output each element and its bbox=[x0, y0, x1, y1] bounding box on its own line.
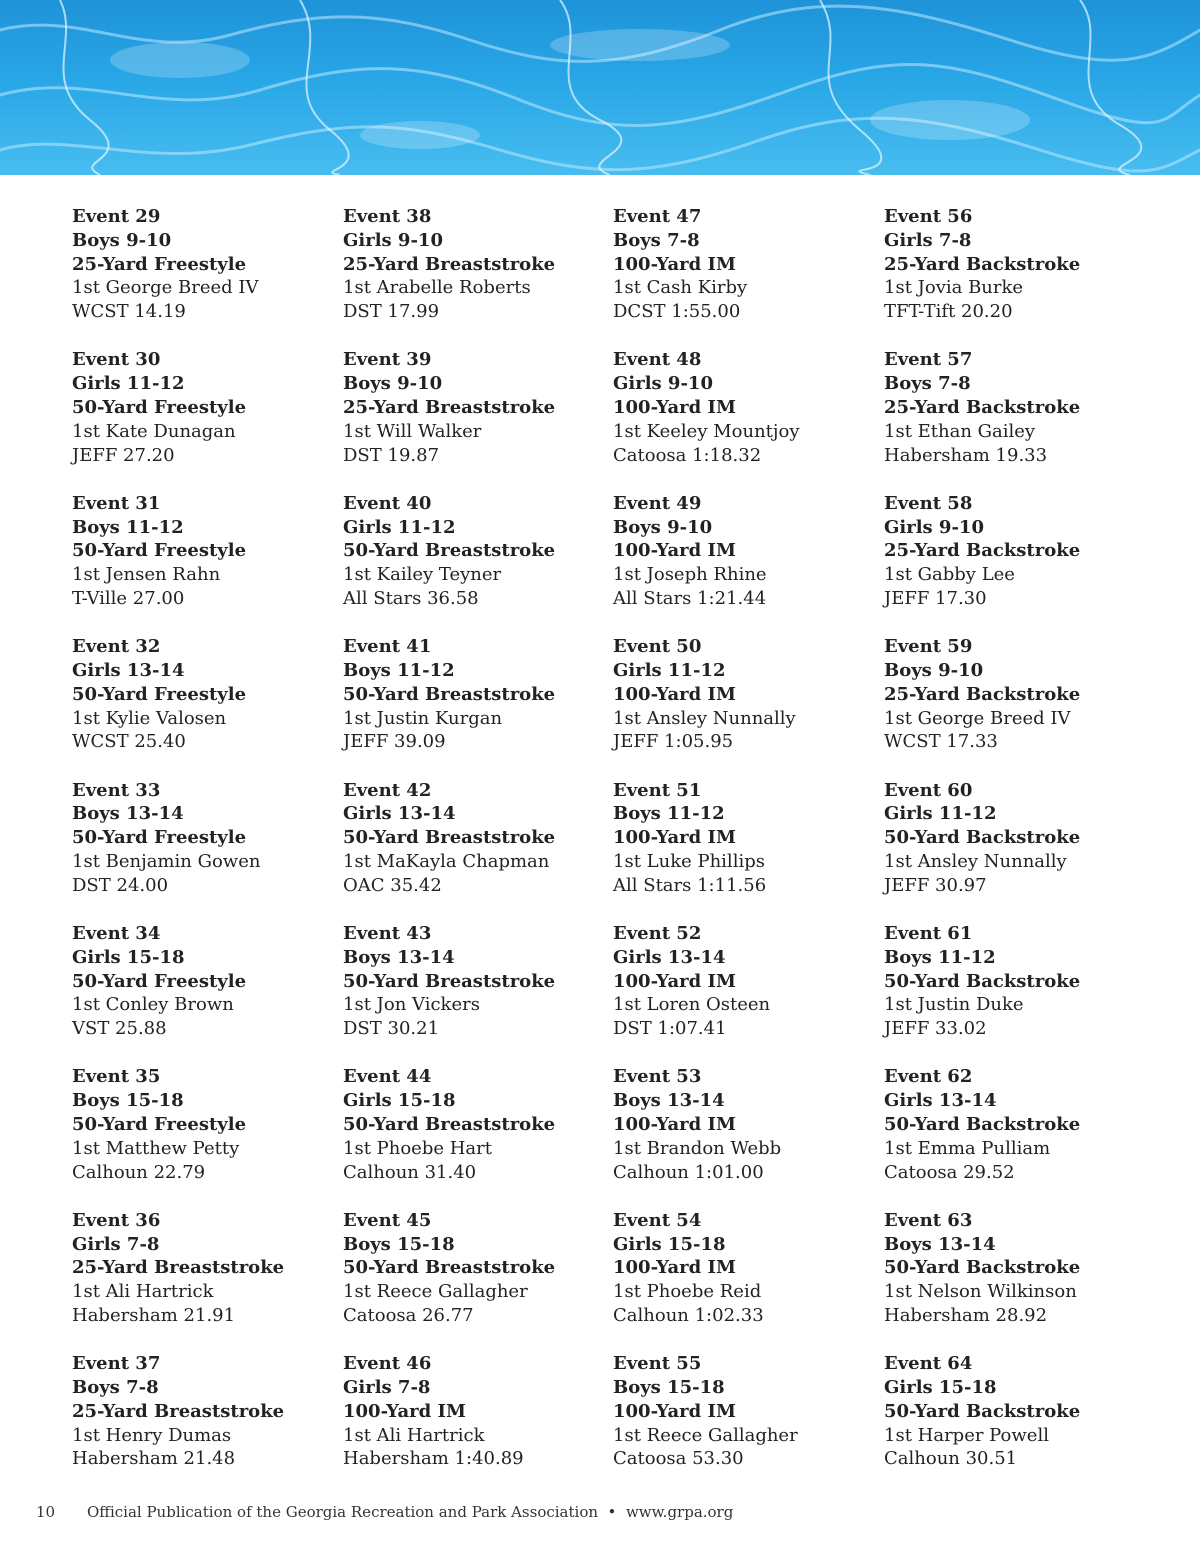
age-group: Boys 9-10 bbox=[72, 229, 172, 251]
event-number: Event 39 bbox=[343, 349, 432, 371]
age-group: Girls 13-14 bbox=[884, 1090, 997, 1112]
winner-name: 1st Ali Hartrick bbox=[343, 1424, 485, 1446]
race-name: 25-Yard Freestyle bbox=[72, 253, 247, 275]
team-time: JEFF 30.97 bbox=[884, 874, 987, 896]
event-number: Event 42 bbox=[343, 779, 432, 801]
race-name: 25-Yard Breaststroke bbox=[343, 253, 556, 275]
team-time: DST 19.87 bbox=[343, 444, 440, 466]
team-time: DST 24.00 bbox=[72, 874, 169, 896]
event-number: Event 47 bbox=[613, 206, 702, 227]
race-name: 50-Yard Freestyle bbox=[72, 683, 247, 705]
event-number: Event 51 bbox=[613, 779, 702, 801]
race-name: 50-Yard Backstroke bbox=[884, 1257, 1081, 1279]
event-result-block bbox=[72, 205, 343, 348]
team-time: All Stars 36.58 bbox=[343, 587, 479, 609]
team-time: Habersham 19.33 bbox=[884, 444, 1048, 466]
winner-name: 1st MaKayla Chapman bbox=[343, 850, 550, 872]
event-result-block bbox=[613, 492, 884, 635]
age-group: Boys 7-8 bbox=[613, 229, 700, 251]
winner-name: 1st Reece Gallagher bbox=[343, 1281, 528, 1303]
winner-name: 1st Cash Kirby bbox=[613, 277, 748, 299]
event-result-block bbox=[72, 492, 343, 635]
winner-name: 1st Gabby Lee bbox=[884, 564, 1015, 586]
event-result-block bbox=[72, 779, 343, 922]
team-time: All Stars 1:11.56 bbox=[613, 874, 767, 896]
team-time: Habersham 21.48 bbox=[72, 1448, 236, 1470]
winner-name: 1st Ansley Nunnally bbox=[884, 850, 1067, 872]
race-name: 25-Yard Backstroke bbox=[884, 683, 1081, 705]
event-number: Event 29 bbox=[72, 206, 161, 227]
age-group: Boys 11-12 bbox=[72, 516, 184, 538]
winner-name: 1st Jensen Rahn bbox=[72, 564, 221, 586]
race-name: 50-Yard Breaststroke bbox=[343, 970, 556, 992]
winner-name: 1st George Breed IV bbox=[72, 277, 259, 299]
race-name: 100-Yard IM bbox=[613, 1400, 736, 1422]
winner-name: 1st Conley Brown bbox=[72, 994, 234, 1016]
event-number: Event 37 bbox=[72, 1353, 161, 1375]
team-time: Catoosa 53.30 bbox=[613, 1448, 744, 1470]
winner-name: 1st Kylie Valosen bbox=[72, 707, 227, 729]
race-name: 25-Yard Backstroke bbox=[884, 540, 1081, 562]
age-group: Boys 9-10 bbox=[884, 659, 984, 681]
event-number: Event 53 bbox=[613, 1066, 702, 1088]
age-group: Boys 13-14 bbox=[72, 803, 184, 825]
team-time: Catoosa 29.52 bbox=[884, 1161, 1015, 1183]
race-name: 100-Yard IM bbox=[613, 1257, 736, 1279]
event-number: Event 61 bbox=[884, 922, 973, 944]
team-time: T-Ville 27.00 bbox=[72, 587, 185, 609]
winner-name: 1st Harper Powell bbox=[884, 1424, 1049, 1446]
race-name: 25-Yard Backstroke bbox=[884, 253, 1081, 275]
event-number: Event 31 bbox=[72, 492, 161, 514]
event-number: Event 46 bbox=[343, 1353, 432, 1375]
team-time: TFT-Tift 20.20 bbox=[884, 301, 1013, 323]
race-name: 50-Yard Freestyle bbox=[72, 1113, 247, 1135]
age-group: Girls 13-14 bbox=[613, 946, 726, 968]
race-name: 50-Yard Breaststroke bbox=[343, 827, 556, 849]
pool-water-icon bbox=[0, 0, 1200, 175]
team-time: DST 1:07.41 bbox=[613, 1018, 727, 1040]
age-group: Girls 15-18 bbox=[884, 1376, 997, 1398]
age-group: Boys 11-12 bbox=[613, 803, 725, 825]
team-time: Calhoun 30.51 bbox=[884, 1448, 1018, 1470]
event-number: Event 32 bbox=[72, 636, 161, 658]
winner-name: 1st Justin Duke bbox=[884, 994, 1024, 1016]
event-result-block bbox=[884, 205, 1144, 348]
team-time: Habersham 21.91 bbox=[72, 1304, 236, 1326]
race-name: 50-Yard Breaststroke bbox=[343, 1113, 556, 1135]
event-result-block bbox=[613, 1065, 884, 1208]
event-number: Event 62 bbox=[884, 1066, 973, 1088]
winner-name: 1st Phoebe Reid bbox=[613, 1281, 762, 1303]
pool-water-banner bbox=[0, 0, 1200, 175]
event-number: Event 43 bbox=[343, 922, 432, 944]
winner-name: 1st Emma Pulliam bbox=[884, 1137, 1051, 1159]
team-time: JEFF 33.02 bbox=[884, 1018, 987, 1040]
race-name: 25-Yard Breaststroke bbox=[72, 1257, 285, 1279]
age-group: Girls 15-18 bbox=[343, 1090, 456, 1112]
team-time: VST 25.88 bbox=[72, 1018, 167, 1040]
event-number: Event 60 bbox=[884, 779, 973, 801]
team-time: WCST 25.40 bbox=[72, 731, 186, 753]
race-name: 100-Yard IM bbox=[613, 253, 736, 275]
age-group: Girls 15-18 bbox=[613, 1233, 726, 1255]
race-name: 100-Yard IM bbox=[613, 396, 736, 418]
event-number: Event 44 bbox=[343, 1066, 432, 1088]
winner-name: 1st Ali Hartrick bbox=[72, 1281, 214, 1303]
event-result-block bbox=[613, 348, 884, 491]
winner-name: 1st Reece Gallagher bbox=[613, 1424, 798, 1446]
team-time: JEFF 39.09 bbox=[343, 731, 446, 753]
winner-name: 1st Ethan Gailey bbox=[884, 420, 1036, 442]
event-number: Event 50 bbox=[613, 636, 702, 658]
team-time: Calhoun 1:01.00 bbox=[613, 1161, 764, 1183]
age-group: Boys 7-8 bbox=[884, 373, 971, 395]
winner-name: 1st Arabelle Roberts bbox=[343, 277, 531, 299]
event-result-block bbox=[884, 1209, 1144, 1352]
winner-name: 1st Will Walker bbox=[343, 420, 482, 442]
race-name: 50-Yard Freestyle bbox=[72, 396, 247, 418]
age-group: Girls 11-12 bbox=[72, 373, 185, 395]
age-group: Girls 9-10 bbox=[613, 373, 713, 395]
race-name: 50-Yard Backstroke bbox=[884, 970, 1081, 992]
team-time: DCST 1:55.00 bbox=[613, 301, 741, 323]
age-group: Girls 11-12 bbox=[613, 659, 726, 681]
age-group: Boys 13-14 bbox=[613, 1090, 725, 1112]
event-result-block bbox=[884, 922, 1144, 1065]
event-result-block bbox=[343, 779, 613, 922]
event-result-block bbox=[72, 1352, 343, 1495]
event-number: Event 55 bbox=[613, 1353, 702, 1375]
event-result-block bbox=[613, 635, 884, 778]
winner-name: 1st Luke Phillips bbox=[613, 850, 765, 872]
event-number: Event 57 bbox=[884, 349, 973, 371]
age-group: Girls 15-18 bbox=[72, 946, 185, 968]
age-group: Boys 13-14 bbox=[343, 946, 455, 968]
event-result-block bbox=[343, 1352, 613, 1495]
team-time: JEFF 1:05.95 bbox=[613, 731, 734, 753]
team-time: All Stars 1:21.44 bbox=[613, 587, 767, 609]
race-name: 100-Yard IM bbox=[613, 540, 736, 562]
winner-name: 1st Jovia Burke bbox=[884, 277, 1024, 299]
event-number: Event 33 bbox=[72, 779, 161, 801]
event-result-block bbox=[72, 922, 343, 1065]
event-results-grid bbox=[72, 205, 1172, 1496]
event-number: Event 63 bbox=[884, 1209, 973, 1231]
age-group: Girls 11-12 bbox=[343, 516, 456, 538]
team-time: WCST 14.19 bbox=[72, 301, 186, 323]
race-name: 25-Yard Breaststroke bbox=[72, 1400, 285, 1422]
race-name: 50-Yard Backstroke bbox=[884, 827, 1081, 849]
winner-name: 1st Justin Kurgan bbox=[343, 707, 503, 729]
race-name: 100-Yard IM bbox=[343, 1400, 466, 1422]
team-time: OAC 35.42 bbox=[343, 874, 442, 896]
race-name: 50-Yard Freestyle bbox=[72, 827, 247, 849]
age-group: Boys 15-18 bbox=[613, 1376, 725, 1398]
event-result-block bbox=[343, 922, 613, 1065]
race-name: 100-Yard IM bbox=[613, 683, 736, 705]
age-group: Girls 9-10 bbox=[884, 516, 984, 538]
event-number: Event 58 bbox=[884, 492, 973, 514]
race-name: 50-Yard Breaststroke bbox=[343, 1257, 556, 1279]
winner-name: 1st Kailey Teyner bbox=[343, 564, 502, 586]
event-result-block bbox=[884, 1352, 1144, 1495]
event-number: Event 35 bbox=[72, 1066, 161, 1088]
age-group: Girls 9-10 bbox=[343, 229, 443, 251]
winner-name: 1st Nelson Wilkinson bbox=[884, 1281, 1077, 1303]
event-number: Event 41 bbox=[343, 636, 432, 658]
winner-name: 1st Henry Dumas bbox=[72, 1424, 232, 1446]
age-group: Boys 11-12 bbox=[343, 659, 455, 681]
race-name: 100-Yard IM bbox=[613, 970, 736, 992]
race-name: 50-Yard Backstroke bbox=[884, 1400, 1081, 1422]
event-result-block bbox=[613, 205, 884, 348]
age-group: Girls 13-14 bbox=[343, 803, 456, 825]
age-group: Boys 7-8 bbox=[72, 1376, 159, 1398]
event-result-block bbox=[884, 1065, 1144, 1208]
winner-name: 1st George Breed IV bbox=[884, 707, 1071, 729]
race-name: 100-Yard IM bbox=[613, 827, 736, 849]
age-group: Girls 11-12 bbox=[884, 803, 997, 825]
event-number: Event 54 bbox=[613, 1209, 702, 1231]
age-group: Boys 15-18 bbox=[343, 1233, 455, 1255]
winner-name: 1st Ansley Nunnally bbox=[613, 707, 796, 729]
winner-name: 1st Keeley Mountjoy bbox=[613, 420, 800, 442]
event-result-block bbox=[884, 348, 1144, 491]
winner-name: 1st Loren Osteen bbox=[613, 994, 771, 1016]
event-result-block bbox=[884, 492, 1144, 635]
event-number: Event 59 bbox=[884, 636, 973, 658]
event-result-block bbox=[613, 779, 884, 922]
race-name: 50-Yard Freestyle bbox=[72, 970, 247, 992]
event-number: Event 40 bbox=[343, 492, 432, 514]
team-time: Catoosa 1:18.32 bbox=[613, 444, 762, 466]
race-name: 100-Yard IM bbox=[613, 1113, 736, 1135]
event-result-block bbox=[343, 635, 613, 778]
team-time: DST 17.99 bbox=[343, 301, 440, 323]
event-result-block bbox=[72, 635, 343, 778]
winner-name: 1st Benjamin Gowen bbox=[72, 850, 261, 872]
event-number: Event 34 bbox=[72, 922, 161, 944]
winner-name: 1st Brandon Webb bbox=[613, 1137, 782, 1159]
page-number: 10 bbox=[36, 1503, 56, 1521]
age-group: Girls 7-8 bbox=[72, 1233, 160, 1255]
event-number: Event 49 bbox=[613, 492, 702, 514]
team-time: Calhoun 31.40 bbox=[343, 1161, 477, 1183]
team-time: WCST 17.33 bbox=[884, 731, 998, 753]
team-time: JEFF 27.20 bbox=[72, 444, 175, 466]
team-time: DST 30.21 bbox=[343, 1018, 440, 1040]
event-number: Event 30 bbox=[72, 349, 161, 371]
event-result-block bbox=[72, 1065, 343, 1208]
event-result-block bbox=[884, 635, 1144, 778]
age-group: Boys 11-12 bbox=[884, 946, 996, 968]
event-number: Event 64 bbox=[884, 1353, 973, 1375]
age-group: Girls 13-14 bbox=[72, 659, 185, 681]
event-number: Event 52 bbox=[613, 922, 702, 944]
age-group: Boys 13-14 bbox=[884, 1233, 996, 1255]
footer-text: Official Publication of the Georgia Recreation and Park Association • www.grpa.org bbox=[87, 1503, 734, 1521]
age-group: Girls 7-8 bbox=[884, 229, 972, 251]
event-number: Event 48 bbox=[613, 349, 702, 371]
event-result-block bbox=[343, 348, 613, 491]
winner-name: 1st Jon Vickers bbox=[343, 994, 480, 1016]
race-name: 50-Yard Breaststroke bbox=[343, 683, 556, 705]
winner-name: 1st Kate Dunagan bbox=[72, 420, 236, 442]
event-result-block bbox=[343, 1065, 613, 1208]
age-group: Boys 15-18 bbox=[72, 1090, 184, 1112]
race-name: 50-Yard Backstroke bbox=[884, 1113, 1081, 1135]
event-result-block bbox=[72, 1209, 343, 1352]
event-result-block bbox=[343, 205, 613, 348]
age-group: Girls 7-8 bbox=[343, 1376, 431, 1398]
event-number: Event 56 bbox=[884, 206, 973, 227]
winner-name: 1st Joseph Rhine bbox=[613, 564, 767, 586]
event-number: Event 36 bbox=[72, 1209, 161, 1231]
winner-name: 1st Phoebe Hart bbox=[343, 1137, 493, 1159]
team-time: Habersham 28.92 bbox=[884, 1304, 1048, 1326]
event-number: Event 38 bbox=[343, 206, 432, 227]
event-result-block bbox=[343, 1209, 613, 1352]
age-group: Boys 9-10 bbox=[343, 373, 443, 395]
age-group: Boys 9-10 bbox=[613, 516, 713, 538]
race-name: 50-Yard Breaststroke bbox=[343, 540, 556, 562]
event-result-block bbox=[72, 348, 343, 491]
team-time: Calhoun 1:02.33 bbox=[613, 1304, 764, 1326]
event-result-block bbox=[884, 779, 1144, 922]
event-result-block bbox=[613, 922, 884, 1065]
team-time: Habersham 1:40.89 bbox=[343, 1448, 524, 1470]
winner-name: 1st Matthew Petty bbox=[72, 1137, 240, 1159]
event-result-block bbox=[613, 1352, 884, 1495]
team-time: Catoosa 26.77 bbox=[343, 1304, 474, 1326]
race-name: 25-Yard Backstroke bbox=[884, 396, 1081, 418]
event-number: Event 45 bbox=[343, 1209, 432, 1231]
team-time: JEFF 17.30 bbox=[884, 587, 987, 609]
race-name: 50-Yard Freestyle bbox=[72, 540, 247, 562]
team-time: Calhoun 22.79 bbox=[72, 1161, 206, 1183]
event-result-block bbox=[613, 1209, 884, 1352]
page-footer bbox=[36, 1503, 733, 1521]
race-name: 25-Yard Breaststroke bbox=[343, 396, 556, 418]
event-result-block bbox=[343, 492, 613, 635]
